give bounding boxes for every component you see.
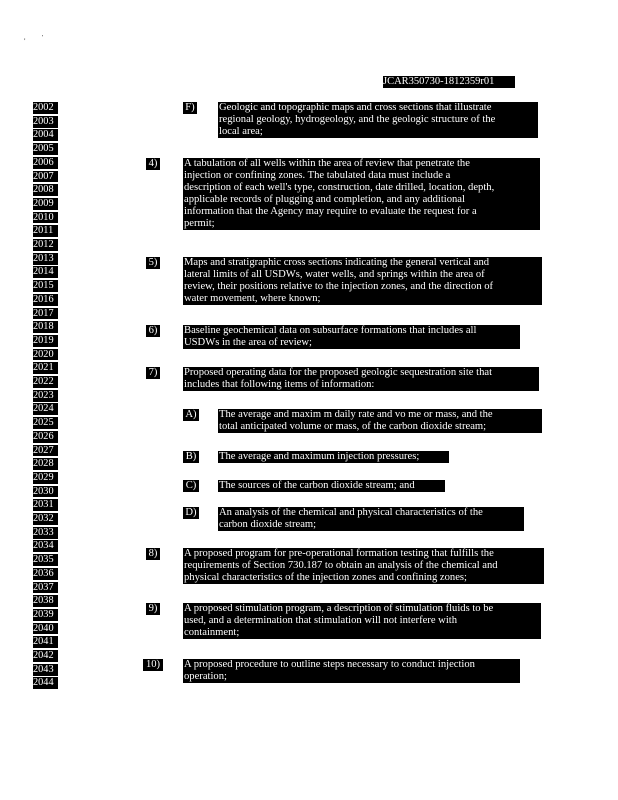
line-number: 2007 bbox=[33, 171, 58, 183]
line-number: 2042 bbox=[33, 650, 58, 662]
item-marker: C) bbox=[183, 480, 199, 492]
item-marker: 6) bbox=[146, 325, 160, 337]
item-text: A proposed program for pre-operational formation testing that fulfills the requirements of Section 730.187 to obtain an analysis of the chemical and physical characteristics of the injection zones and confining zones; bbox=[183, 548, 544, 584]
line-number: 2021 bbox=[33, 362, 58, 374]
line-number: 2037 bbox=[33, 582, 58, 594]
line-number: 2005 bbox=[33, 143, 58, 155]
item-marker: 7) bbox=[146, 367, 160, 379]
line-number: 2035 bbox=[33, 554, 58, 566]
line-number: 2030 bbox=[33, 486, 58, 498]
line-number: 2018 bbox=[33, 321, 58, 333]
line-number: 2008 bbox=[33, 184, 58, 196]
item-text: The average and maxim m daily rate and vo me or mass, and the total anticipated volume or mass, of the carbon dioxide stream; bbox=[218, 409, 542, 433]
line-number: 2033 bbox=[33, 527, 58, 539]
line-number: 2028 bbox=[33, 458, 58, 470]
line-number: 2032 bbox=[33, 513, 58, 525]
line-number: 2020 bbox=[33, 349, 58, 361]
line-number: 2014 bbox=[33, 266, 58, 278]
item-text: Baseline geochemical data on subsurface formations that includes all USDWs in the area of review; bbox=[183, 325, 520, 349]
line-number: 2010 bbox=[33, 212, 58, 224]
item-marker: 10) bbox=[143, 659, 163, 671]
line-number: 2041 bbox=[33, 636, 58, 648]
line-number: 2040 bbox=[33, 623, 58, 635]
item-text: A proposed stimulation program, a description of stimulation fluids to be used, and a determination that stimulation will not interfere with containment; bbox=[183, 603, 541, 639]
line-number: 2006 bbox=[33, 157, 58, 169]
line-number: 2031 bbox=[33, 499, 58, 511]
item-text: Proposed operating data for the proposed geologic sequestration site that includes that following items of information: bbox=[183, 367, 539, 391]
item-text: A tabulation of all wells within the area of review that penetrate the injection or confining zones. The tabulated data must include a description of each well's type, construction, date drilled, location, depth, applicable records of plugging and completion, and any additional information that the Agency may require to evaluate the request for a permit; bbox=[183, 158, 540, 230]
line-number: 2002 bbox=[33, 102, 58, 114]
line-number: 2017 bbox=[33, 308, 58, 320]
line-number: 2012 bbox=[33, 239, 58, 251]
item-marker: 4) bbox=[146, 158, 160, 170]
line-number: 2004 bbox=[33, 129, 58, 141]
line-number: 2029 bbox=[33, 472, 58, 484]
line-number: 2027 bbox=[33, 445, 58, 457]
line-number: 2013 bbox=[33, 253, 58, 265]
item-text: Maps and stratigraphic cross sections indicating the general vertical and lateral limits of all USDWs, water wells, and springs within the area of review, their positions relative to the injection zones, and the direction of water movement, where known; bbox=[183, 257, 542, 305]
document-header: JCAR350730-1812359r01 bbox=[383, 76, 515, 88]
item-text: The average and maximum injection pressures; bbox=[218, 451, 449, 463]
line-number: 2022 bbox=[33, 376, 58, 388]
item-marker: 8) bbox=[146, 548, 160, 560]
item-marker: D) bbox=[183, 507, 199, 519]
line-number: 2015 bbox=[33, 280, 58, 292]
line-number: 2003 bbox=[33, 116, 58, 128]
line-number: 2026 bbox=[33, 431, 58, 443]
line-number: 2044 bbox=[33, 677, 58, 689]
scan-specks: , ' bbox=[24, 35, 44, 41]
line-number: 2025 bbox=[33, 417, 58, 429]
line-number: 2036 bbox=[33, 568, 58, 580]
item-text: A proposed procedure to outline steps necessary to conduct injection operation; bbox=[183, 659, 520, 683]
line-number: 2038 bbox=[33, 595, 58, 607]
line-number: 2019 bbox=[33, 335, 58, 347]
line-number: 2009 bbox=[33, 198, 58, 210]
line-number: 2034 bbox=[33, 540, 58, 552]
item-marker: 5) bbox=[146, 257, 160, 269]
item-marker: A) bbox=[183, 409, 199, 421]
line-number: 2039 bbox=[33, 609, 58, 621]
item-text: Geologic and topographic maps and cross sections that illustrate regional geology, hydrogeology, and the geologic structure of the local area; bbox=[218, 102, 538, 138]
line-number: 2023 bbox=[33, 390, 58, 402]
item-marker: B) bbox=[183, 451, 199, 463]
line-number: 2043 bbox=[33, 664, 58, 676]
item-marker: F) bbox=[183, 102, 197, 114]
item-text: The sources of the carbon dioxide stream; and bbox=[218, 480, 445, 492]
line-number: 2024 bbox=[33, 403, 58, 415]
item-text: An analysis of the chemical and physical characteristics of the carbon dioxide stream; bbox=[218, 507, 524, 531]
line-number: 2011 bbox=[33, 225, 58, 237]
item-marker: 9) bbox=[146, 603, 160, 615]
line-number: 2016 bbox=[33, 294, 58, 306]
